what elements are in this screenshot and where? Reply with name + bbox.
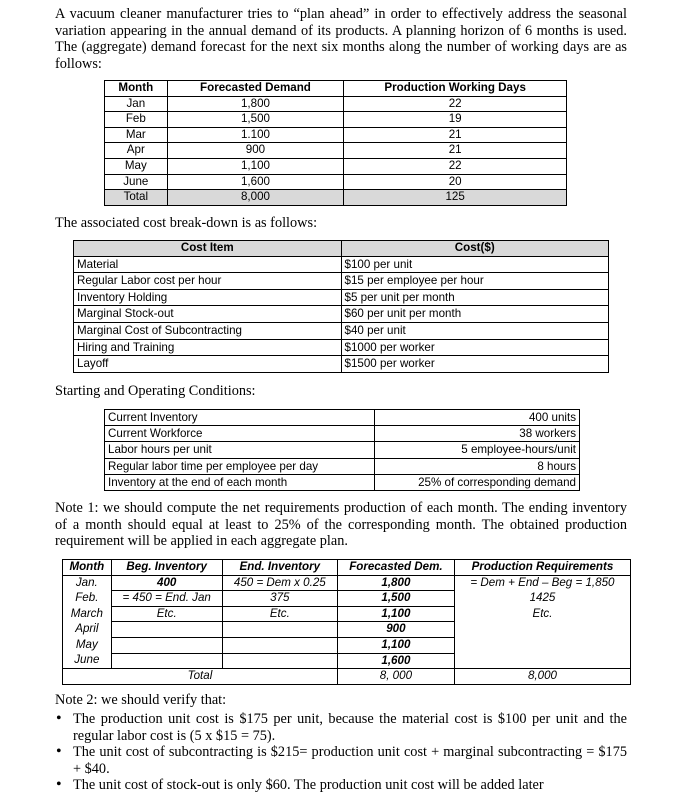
conditions-title: Starting and Operating Conditions: xyxy=(55,383,256,399)
cell: Feb. xyxy=(63,591,112,607)
table-row xyxy=(74,306,609,323)
cost-intro: The associated cost break-down is as follows: xyxy=(55,215,318,231)
header: Forecasted Dem. xyxy=(337,560,454,576)
cell: 8, 000 xyxy=(337,669,454,685)
cell: $40 per unit xyxy=(341,322,609,339)
conditions-table xyxy=(104,409,580,491)
cell: 21 xyxy=(344,127,567,143)
cell xyxy=(222,637,337,653)
table-row xyxy=(63,622,631,638)
cell: 8,000 xyxy=(454,669,630,685)
cell: June xyxy=(105,174,168,190)
cell: Etc. xyxy=(111,606,222,622)
header: Month xyxy=(105,81,168,97)
table-row xyxy=(74,356,609,373)
cell: May xyxy=(63,637,112,653)
cell xyxy=(454,637,630,653)
cell: 25% of corresponding demand xyxy=(374,474,579,490)
table-row xyxy=(63,591,631,607)
cell: 8,000 xyxy=(167,190,344,206)
table-row xyxy=(105,96,567,112)
header: Forecasted Demand xyxy=(167,81,344,97)
table-row xyxy=(105,143,567,159)
cell: 375 xyxy=(222,591,337,607)
table-row xyxy=(105,474,580,490)
cell: 21 xyxy=(344,143,567,159)
header: End. Inventory xyxy=(222,560,337,576)
cell: Total xyxy=(63,669,338,685)
cell: 22 xyxy=(344,96,567,112)
cell: Marginal Cost of Subcontracting xyxy=(74,322,342,339)
cost-table xyxy=(73,240,609,373)
table-row xyxy=(105,127,567,143)
cell: 8 hours xyxy=(374,458,579,474)
cell: 1,500 xyxy=(337,591,454,607)
cell: April xyxy=(63,622,112,638)
cell: 1,100 xyxy=(167,158,344,174)
bullet-item: • The unit cost of subcontracting is $215= production unit cost + marginal subcontracting = $175 + $40. xyxy=(73,744,627,777)
bullet-list xyxy=(55,711,627,794)
cell: 1.100 xyxy=(167,127,344,143)
cell: 5 employee-hours/unit xyxy=(374,442,579,458)
cell: Feb xyxy=(105,112,168,128)
cell: 1,500 xyxy=(167,112,344,128)
table-row xyxy=(63,606,631,622)
cell: May xyxy=(105,158,168,174)
cell: $15 per employee per hour xyxy=(341,273,609,290)
cell: 38 workers xyxy=(374,426,579,442)
bullet-item: • The production unit cost is $175 per unit, because the material cost is $100 per unit and the regular labor cost is (5 x $15 = 75). xyxy=(73,711,627,744)
table-row xyxy=(105,174,567,190)
cell xyxy=(222,653,337,669)
note-1: Note 1: we should compute the net requirements production of each month. The ending inventory of a month should equal at least to 25% of the corresponding month. The obtained production requirement will be applied in each aggregate plan. xyxy=(55,500,627,550)
table-row xyxy=(105,442,580,458)
header: Cost($) xyxy=(341,241,609,257)
requirements-table xyxy=(62,559,631,685)
cell: $60 per unit per month xyxy=(341,306,609,323)
note-2: Note 2: we should verify that: xyxy=(55,692,227,708)
cell: Regular Labor cost per hour xyxy=(74,273,342,290)
bullet-item: • The unit cost of stock-out is only $60. The production unit cost will be added later xyxy=(73,777,627,794)
header: Beg. Inventory xyxy=(111,560,222,576)
table-row xyxy=(63,653,631,669)
header: Production Working Days xyxy=(344,81,567,97)
table-row xyxy=(105,112,567,128)
cell: Hiring and Training xyxy=(74,339,342,356)
cell: Regular labor time per employee per day xyxy=(105,458,375,474)
table-row xyxy=(74,256,609,273)
cell: $100 per unit xyxy=(341,256,609,273)
table-row xyxy=(105,158,567,174)
cell: 1,800 xyxy=(167,96,344,112)
cell: $1000 per worker xyxy=(341,339,609,356)
cell: 1,600 xyxy=(167,174,344,190)
header: Production Requirements xyxy=(454,560,630,576)
cell xyxy=(222,622,337,638)
cell: Layoff xyxy=(74,356,342,373)
cell: $5 per unit per month xyxy=(341,289,609,306)
cell: Jan. xyxy=(63,575,112,591)
cell xyxy=(111,653,222,669)
cell: 1,100 xyxy=(337,637,454,653)
cell: Etc. xyxy=(454,606,630,622)
table-row xyxy=(74,322,609,339)
cell xyxy=(111,637,222,653)
cell: = 450 = End. Jan xyxy=(111,591,222,607)
cell: Marginal Stock-out xyxy=(74,306,342,323)
table-row xyxy=(105,458,580,474)
cell: Jan xyxy=(105,96,168,112)
intro-paragraph: A vacuum cleaner manufacturer tries to “plan ahead” in order to effectively address the seasonal variation appearing in the annual demand of its products. A planning horizon of 6 months is used. The (aggregate) demand forecast for the next six months along the number of working days are as follows: xyxy=(55,6,627,72)
header: Cost Item xyxy=(74,241,342,257)
cell: March xyxy=(63,606,112,622)
cell: 1,800 xyxy=(337,575,454,591)
cell xyxy=(111,622,222,638)
cell: Current Inventory xyxy=(105,410,375,426)
cell: 1,600 xyxy=(337,653,454,669)
cell: Inventory Holding xyxy=(74,289,342,306)
cell: 1,100 xyxy=(337,606,454,622)
cell: 125 xyxy=(344,190,567,206)
cell xyxy=(454,622,630,638)
table-row xyxy=(63,575,631,591)
cell: 450 = Dem x 0.25 xyxy=(222,575,337,591)
table-row xyxy=(74,339,609,356)
header: Month xyxy=(63,560,112,576)
cell: 400 xyxy=(111,575,222,591)
cell: $1500 per worker xyxy=(341,356,609,373)
cell: 900 xyxy=(167,143,344,159)
cell: 400 units xyxy=(374,410,579,426)
cell: 1425 xyxy=(454,591,630,607)
table-row xyxy=(74,289,609,306)
table-row xyxy=(63,637,631,653)
cell: Current Workforce xyxy=(105,426,375,442)
table-row xyxy=(105,426,580,442)
total-row xyxy=(63,669,631,685)
cell: Etc. xyxy=(222,606,337,622)
cell: June xyxy=(63,653,112,669)
cell: = Dem + End – Beg = 1,850 xyxy=(454,575,630,591)
total-row xyxy=(105,190,567,206)
table-row xyxy=(105,410,580,426)
cell: Total xyxy=(105,190,168,206)
cell xyxy=(454,653,630,669)
table-row xyxy=(74,273,609,290)
cell: Inventory at the end of each month xyxy=(105,474,375,490)
cell: 20 xyxy=(344,174,567,190)
cell: Mar xyxy=(105,127,168,143)
cell: 19 xyxy=(344,112,567,128)
cell: Material xyxy=(74,256,342,273)
cell: Apr xyxy=(105,143,168,159)
cell: 900 xyxy=(337,622,454,638)
cell: Labor hours per unit xyxy=(105,442,375,458)
demand-table xyxy=(104,80,567,206)
cell: 22 xyxy=(344,158,567,174)
